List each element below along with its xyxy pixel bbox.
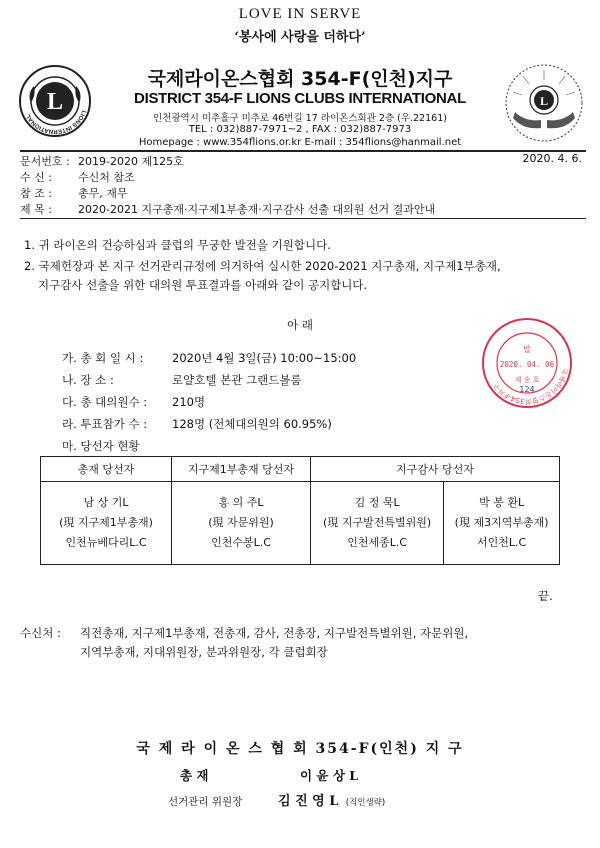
winner-title: (現 지구제1부총재)	[59, 516, 153, 529]
president-title: 총 재	[180, 768, 209, 783]
logo-ring-text: LIONS INTERNATIONAL	[25, 109, 87, 135]
distribution-label: 수신처 :	[20, 626, 61, 640]
winner-name: 김 정 묵L	[354, 496, 400, 509]
hands-globe-emblem-icon	[503, 62, 585, 144]
election-name: 김 진 영 L	[278, 794, 339, 809]
item-turnout: 라. 투표참가 수 : 128명 (전체대의원의 60.95%)	[62, 417, 332, 431]
winner-cell	[311, 482, 444, 565]
org-web-email: Homepage : www.354flions.or.kr E-mail : 354flions@hanmail.net	[138, 137, 462, 148]
paragraph-2: 2. 국제헌장과 본 지구 선거관리규정에 의거하여 실시한 2020-2021 지구총재, 지구제1부총재,	[24, 259, 501, 273]
reference-label: 참 조 :	[20, 187, 52, 200]
stamp-number: 124	[519, 385, 535, 394]
signature-org: 국 제 라 이 온 스 협 회 354-F(인천) 지 구	[136, 741, 464, 757]
subject-row	[20, 201, 435, 217]
motto-korean: ‘봉사에 사랑을 더하다’	[234, 30, 366, 45]
president-name: 이 윤 상 L	[300, 768, 359, 783]
header-auditor: 지구감사 당선자	[311, 457, 560, 482]
winner-cell	[172, 482, 311, 565]
header-vice: 지구제1부총재 당선자	[172, 457, 311, 482]
reference: 총무, 재무	[78, 187, 128, 200]
stamp-number-label: 제 송 호	[514, 376, 540, 384]
winner-name: 남 상 기L	[83, 496, 129, 509]
recipient-row	[20, 169, 135, 185]
official-stamp	[480, 316, 574, 410]
distribution-line-1: 직전총재, 지구제1부총재, 전총재, 감사, 전총장, 지구발전특별위원, 자문위원,	[80, 626, 469, 640]
svg-text:L: L	[46, 89, 64, 115]
recipient: 수신처 참조	[78, 171, 135, 184]
doc-number-label: 문서번호 :	[20, 155, 70, 168]
winner-cell	[41, 482, 172, 565]
winners-table	[40, 456, 560, 565]
winner-club: 인천뉴베다리L.C	[65, 536, 147, 549]
winner-club: 인천세종L.C	[347, 536, 407, 549]
subject: 2020-2021 지구총재·지구제1부총재·지구감사 선출 대의원 선거 결과안내	[78, 203, 436, 216]
below-heading: 아 래	[287, 318, 313, 332]
org-address: 인천광역시 미추홀구 미추로 46번길 17 라이온스회관 2층 (우.22161)	[153, 113, 447, 124]
election-title: 선거관리 위원장	[168, 796, 243, 808]
winner-title: (現 제3지역부총재)	[454, 516, 549, 529]
winner-title: (現 지구발전특별위원)	[323, 516, 432, 529]
lions-emblem-icon	[18, 64, 92, 138]
doc-number-row	[20, 153, 184, 169]
election-note: (직인생략)	[345, 798, 386, 808]
reference-row	[20, 185, 128, 201]
item-delegates: 다. 총 대의원수 : 210명	[62, 395, 206, 409]
subject-label: 제 목 :	[20, 203, 52, 216]
distribution-line-2: 지역부총재, 지대위원장, 분과위원장, 각 클럽회장	[80, 645, 328, 659]
winner-club: 서인천L.C	[477, 536, 527, 549]
paragraph-2-cont: 지구감사 선출을 위한 대의원 투표결과를 아래와 같이 공지합니다.	[38, 278, 368, 292]
svg-text:L: L	[539, 94, 549, 108]
stamp-ring-text: 국제라이온스협회354-F지구	[492, 367, 569, 406]
item-winners: 마. 당선자 현황	[62, 439, 140, 453]
doc-date: 2020. 4. 6.	[522, 152, 582, 165]
winner-name: 박 봉 환L	[479, 496, 525, 509]
stamp-date: 2020. 04. 06	[499, 360, 555, 369]
org-tel-fax: TEL : 032)887-7971~2 , FAX : 032)887-7973	[188, 124, 412, 135]
org-name-english: DISTRICT 354-F LIONS CLUBS INTERNATIONAL	[134, 90, 466, 107]
signature-election	[168, 790, 488, 809]
winner-club: 인천수봉L.C	[211, 536, 271, 549]
paragraph-1: 1. 귀 라이온의 건승하심과 클럽의 무궁한 발전을 기원합니다.	[24, 238, 331, 252]
winner-name: 홍 의 주L	[218, 496, 264, 509]
end-mark: 끝.	[538, 589, 553, 603]
motto: LOVE IN SERVE	[238, 6, 362, 22]
doc-number: 2019-2020 제125호	[78, 155, 184, 168]
stamp-kind: 발	[523, 345, 531, 354]
header-divider	[20, 150, 586, 152]
recipient-label: 수 신 :	[20, 171, 52, 184]
item-venue: 나. 장 소 : 로얄호텔 본관 그랜드볼룸	[62, 373, 302, 387]
item-date: 가. 총 회 일 시 : 2020년 4월 3일(금) 10:00~15:00	[62, 351, 357, 365]
winner-title: (現 자문위원)	[208, 516, 274, 529]
meta-divider	[20, 218, 586, 219]
org-name-korean: 국제라이온스협회 354-F(인천)지구	[147, 68, 453, 90]
winner-cell	[444, 482, 560, 565]
signature-president	[180, 766, 440, 784]
header-president: 총재 당선자	[41, 457, 172, 482]
